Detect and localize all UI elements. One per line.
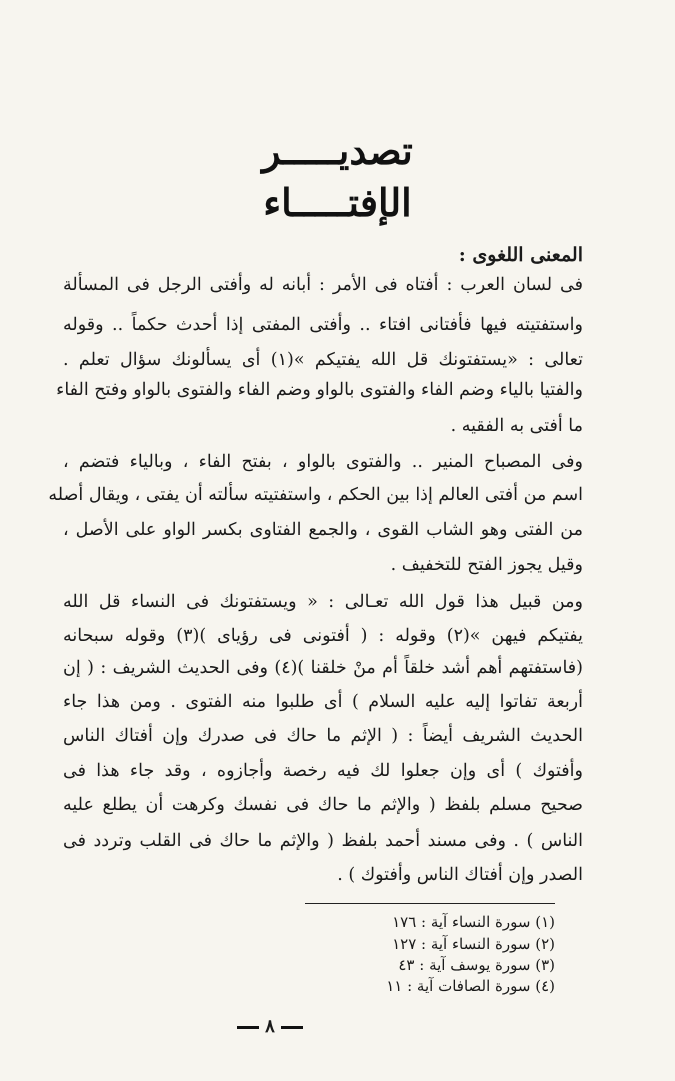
paragraph-3-line: وأفتوك ) أى وإن جعلوا لك فيه رخصة وأجازوه ، وقد جاء هذا فى [63, 761, 583, 781]
paragraph-2-line: وفى المصباح المنير .. والفتوى بالواو ، بفتح الفاء ، وبالياء فتضم ، [63, 452, 583, 472]
footnote: (٤) سورة الصافات آية : ١١ [386, 977, 555, 995]
title-line-1: تصديـــــر [262, 128, 413, 173]
page-number-dash [281, 1026, 303, 1029]
paragraph-3-line: الحديث الشريف أيضاً : ( الإثم ما حاك فى صدرك وإن أفتاك الناس [63, 726, 583, 746]
paragraph-1-line: واستفتيته فيها فأفتانى افتاء .. وأفتى المفتى إذا أحدث حكماً .. وقوله [63, 315, 583, 335]
paragraph-3-line: الصدر وإن أفتاك الناس وأفتوك ) . [337, 865, 583, 885]
paragraph-2-line: وقيل يجوز الفتح للتخفيف . [390, 555, 583, 575]
paragraph-3-line: (فاستفتهم أهم أشد خلقاً أم منْ خلقنا )(٤) وفى الحديث الشريف : ( إن [63, 658, 583, 678]
paragraph-2-line: اسم من أفتى العالم إذا بين الحكم ، واستفتيته سألته أن يفتى ، ويقال أصله [48, 485, 583, 505]
paragraph-1-line: فى لسان العرب : أفتاه فى الأمر : أبانه له وأفتى الرجل فى المسألة [63, 275, 583, 295]
page-number-dash [237, 1026, 259, 1029]
paragraph-2-line: من الفتى وهو الشاب القوى ، والجمع الفتاوى بكسر الواو على الأصل ، [63, 520, 583, 540]
footnote: (٣) سورة يوسف آية : ٤٣ [398, 956, 555, 974]
paragraph-1-line: والفتيا بالياء وضم الفاء والفتوى بالواو وضم الفاء والفتوى بالواو وفتح الفاء [56, 380, 583, 400]
paragraph-3-line: ومن قبيل هذا قول الله تعـالى : « ويستفتونك فى النساء قل الله [63, 592, 583, 612]
paragraph-3-line: الناس ) . وفى مسند أحمد بلفظ ( والإثم ما حاك فى القلب وتردد فى [63, 831, 583, 851]
paragraph-3-line: أربعة تفاتوا إليه عليه السلام ) أى طلبوا منه الفتوى . ومن هذا جاء [63, 692, 583, 712]
footnote: (٢) سورة النساء آية : ١٢٧ [392, 935, 555, 953]
section-heading: المعنى اللغوى : [458, 244, 583, 266]
paragraph-1-line: ما أفتى به الفقيه . [450, 416, 583, 436]
paragraph-3-line: صحيح مسلم بلفظ ( والإثم ما حاك فى نفسك وكرهت أن يطلع عليه [63, 795, 583, 815]
title-line-2: الإفتـــــاء [263, 180, 412, 225]
paragraph-3-line: يفتيكم فيهن »(٢) وقوله : ( أفتونى فى رؤياى )(٣) وقوله سبحانه [63, 626, 583, 646]
paragraph-1-line: تعالى : «يستفتونك قل الله يفتيكم »(١) أى يسألونك سؤال تعلم . [63, 350, 583, 370]
page-number: ٨ [265, 1016, 275, 1037]
footnote: (١) سورة النساء آية : ١٧٦ [392, 913, 555, 931]
footnote-divider [305, 903, 555, 904]
page-number-block [0, 1016, 540, 1037]
